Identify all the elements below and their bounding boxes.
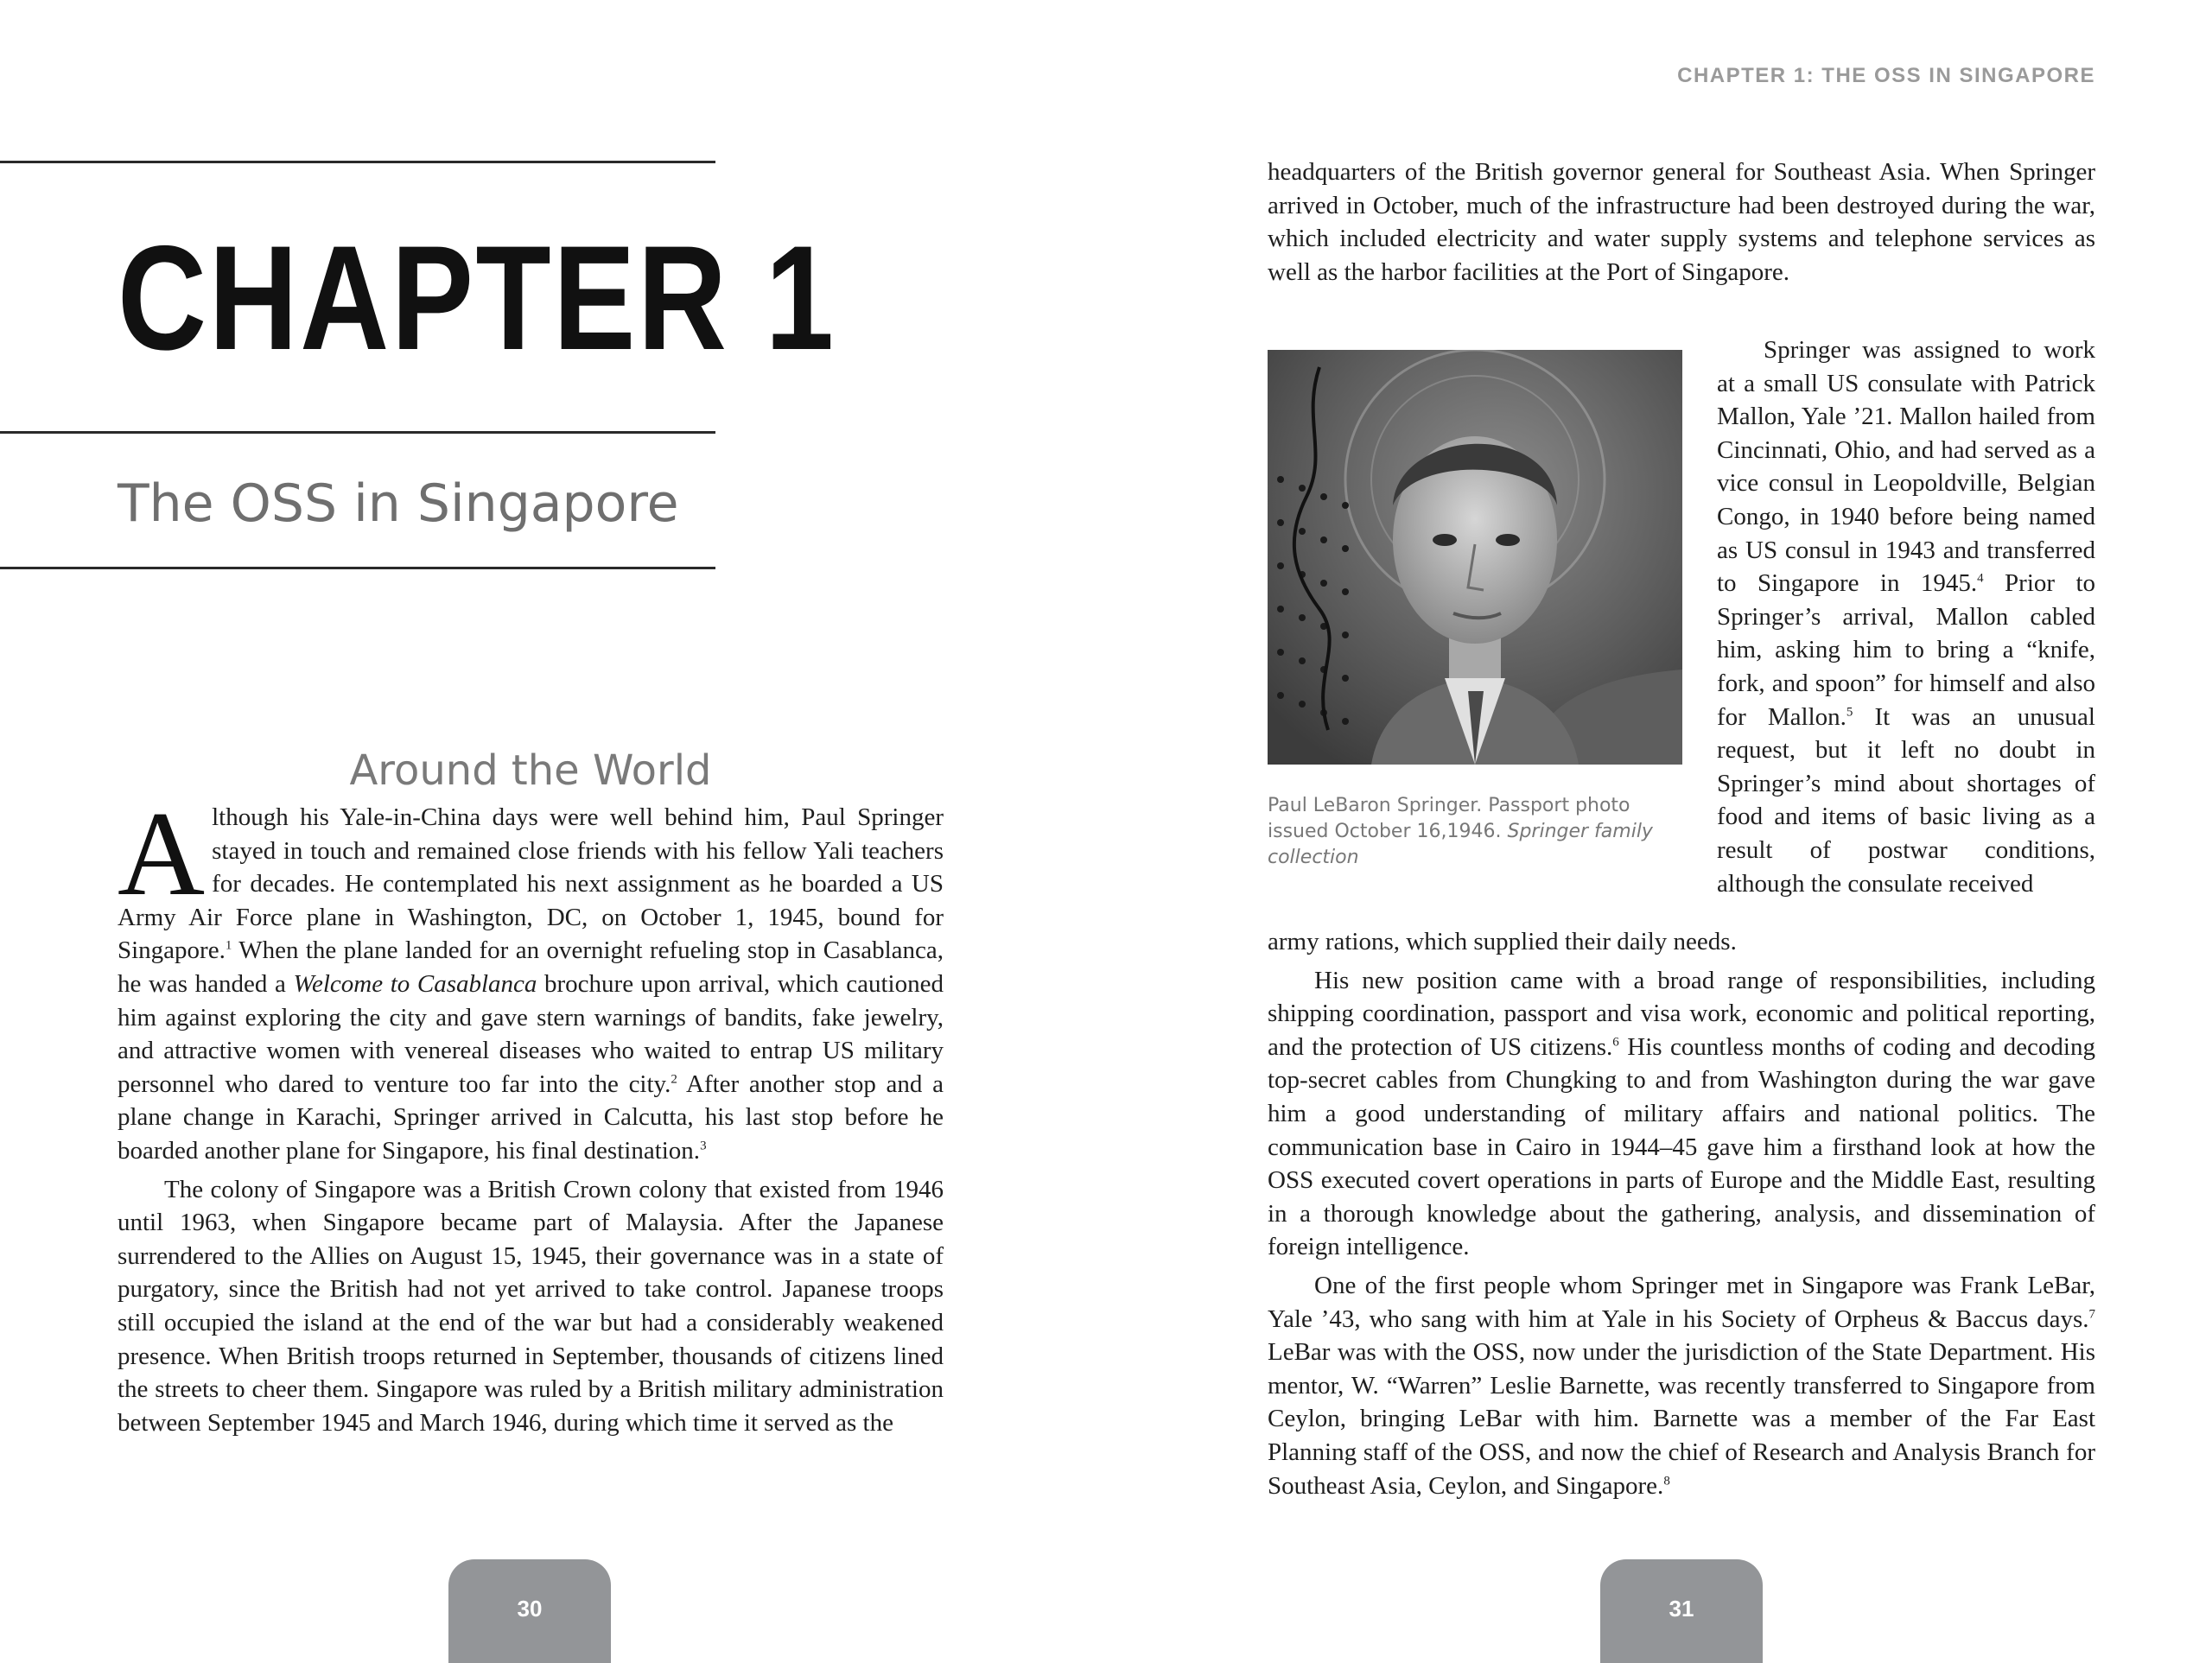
footnote-ref: 4 [1977,571,1984,586]
text-run: lthough his Yale-in-China days were well behind him, Paul Springer stayed in touch and remained close friends with his fellow Yali teachers for decades. He contemplated his next assignment as he boarded a US Army Air Force plane in Washington, DC, on October 1, 1945, bound for Singapore. [118,803,944,965]
text-run: Springer was assigned to work at a small US consulate with Patrick Mallon, Yale ’21. Mallon hailed from Cincinnati, Ohio, and had served as a vice consul in Leopoldville, Belgian Congo, in 1940 before being named as US consul in 1943 and transferred to Singapore in 1945. [1717,336,2095,598]
left-body-text [118,787,944,1439]
chapter-rule-middle [0,431,715,434]
footnote-ref: 7 [2088,1306,2095,1321]
page-number-left: 30 [448,1559,611,1663]
footnote-ref: 2 [671,1072,677,1087]
footnote-ref: 1 [225,938,232,953]
chapter-rule-bottom [0,567,715,569]
running-head: CHAPTER 1: THE OSS IN SINGAPORE [1677,64,2095,87]
section-heading: Around the World [349,746,712,795]
wrapped-paragraph [1717,328,2095,900]
paragraph-consulate [1717,333,2095,900]
chapter-number: CHAPTER 1 [118,215,836,381]
chapter-title: The OSS in Singapore [118,473,679,534]
text-run: LeBar was with the OSS, now under the jurisdiction of the State Department. His mentor, W. “Warren” Leslie Barnette, was recently transferred to Singapore from Ceylon, bringing LeBar with him. Barnette was a member of the Far East Planning staff of the OSS, and now the chief of Research and Analysis Branch for Southeast Asia, Ceylon, and Singapore. [1268,1338,2095,1500]
text-run: His countless months of coding and decoding top-secret cables from Chungking to and from Washington during the war gave him a good understanding of military affairs and national politics. The communication base in Cairo in 1944–45 gave him a firsthand look at how the OSS executed covert operations in parts of Europe and the Middle East, resulting in a thorough knowledge about the gathering, analysis, and dissemination of foreign intelligence. [1268,1032,2095,1261]
footnote-ref: 6 [1612,1035,1619,1050]
text-run: When the plane landed for an overnight refueling stop in Casablanca, he was handed a [118,936,944,998]
caption-credit: Springer family collection [1268,821,1653,868]
paragraph-continued [1268,156,2095,289]
footnote-ref: 3 [700,1139,707,1153]
text-run: One of the first people whom Springer met in Singapore was Frank LeBar, Yale ’43, who sang with him at Yale in his Society of Orpheus & Baccus days. [1268,1271,2095,1333]
footnote-ref: 5 [1846,704,1853,719]
text-run: Prior to Springer’s arrival, Mallon cabled him, asking him to bring a “knife, fork, and spoon” for himself and also for Mallon. [1717,569,2096,731]
text-run: It was an unusual request, but it left no doubt in Springer’s mind about shortages of food and items of basic living as a result of postwar conditions, although the consulate received [1717,702,2095,898]
paragraph-headquarters: headquarters of the British governor general for Southeast Asia. When Springer arrived in October, much of the infrastructure had been destroyed during the war, which included electricity and water supply systems and telephone services as well as the harbor facilities at the Port of Singapore. [1268,158,2095,286]
passport-photo [1268,350,1682,765]
footnote-ref: 8 [1663,1473,1670,1488]
text-run: brochure upon arrival, which cautioned him against exploring the city and gave stern warnings of bandits, fake jewelry, and attractive women with venereal diseases who waited to entrap US military personnel who dared to venture too far into the city. [118,969,944,1098]
page-number-right: 31 [1600,1559,1763,1663]
paragraph-colony: The colony of Singapore was a British Crown colony that existed from 1946 until 1963, when Singapore became part of Malaysia. After the Japanese surrendered to the Allies on August 15, 1945, their governance was in a state of purgatory, since the British had not yet arrived to take control. Japanese troops still occupied the island at the end of the war but had a considerably weakened presence. When British troops returned in September, thousands of citizens lined the streets to cheer them. Singapore was ruled by a British military administration between September 1945 and March 1946, during which time it served as the [118,1175,944,1437]
italic-title: Welcome to Casablanca [293,969,537,998]
paragraph-opening [118,787,944,1168]
chapter-rule-top [0,161,715,163]
paragraph-responsibilities [1268,964,2095,1264]
paragraph-lebar [1268,1269,2095,1502]
right-body-text [1268,925,2095,1502]
paragraph-consulate-tail: army rations, which supplied their daily needs. [1268,928,1737,955]
photo-caption [1268,793,1691,871]
drop-cap: A [118,787,206,921]
text-run: After another stop and a plane change in Karachi, Springer arrived in Calcutta, his last stop before he boarded another plane for Singapore, his final destination. [118,1070,944,1165]
text-run: His new position came with a broad range of responsibilities, including shipping coordination, passport and visa work, economic and political reporting, and the protection of US citizens. [1268,966,2095,1061]
caption-text: Paul LeBaron Springer. Passport photo issued October 16,1946. [1268,795,1630,842]
